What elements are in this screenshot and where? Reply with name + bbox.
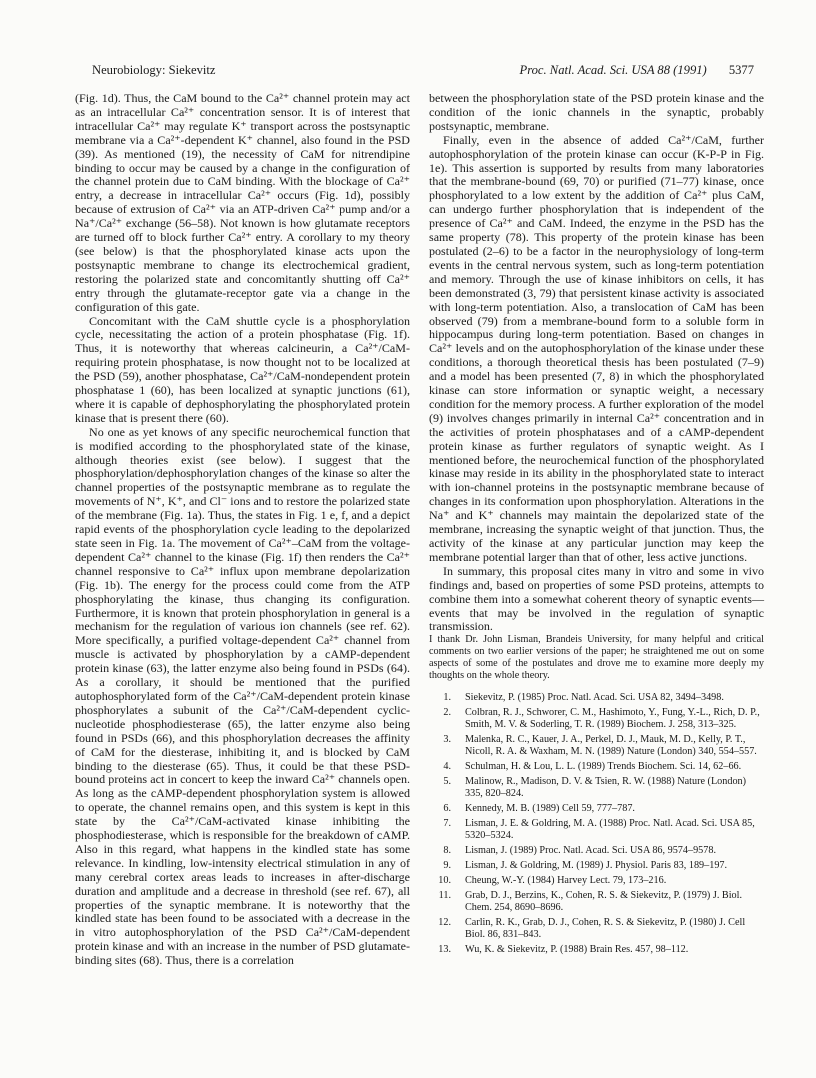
reference-text: Malinow, R., Madison, D. V. & Tsien, R. W. (1988) Nature (London) 335, 820–824. xyxy=(465,776,747,800)
reference-item xyxy=(429,776,764,800)
reference-text: Siekevitz, P. (1985) Proc. Natl. Acad. Sci. USA 82, 3494–3498. xyxy=(465,692,724,704)
section-author: Neurobiology: Siekevitz xyxy=(92,63,216,77)
running-head xyxy=(92,62,754,78)
reference-text: Lisman, J. E. & Goldring, M. A. (1988) Proc. Natl. Acad. Sci. USA 85, 5320–5324. xyxy=(465,818,755,842)
reference-number: 7. xyxy=(443,818,451,830)
reference-item xyxy=(429,845,764,857)
reference-number: 10. xyxy=(438,875,451,887)
reference-item xyxy=(429,761,764,773)
reference-number: 2. xyxy=(443,707,451,719)
reference-item xyxy=(429,917,764,941)
reference-text: Kennedy, M. B. (1989) Cell 59, 777–787. xyxy=(465,803,635,815)
reference-text: Malenka, R. C., Kauer, J. A., Perkel, D. J., Mauk, M. D., Kelly, P. T., Nicoll, R. A. & Waxham, M. N. (1989) Nature (London) 340, 554–557. xyxy=(465,734,757,758)
reference-text: Cheung, W.-Y. (1984) Harvey Lect. 79, 173–216. xyxy=(465,875,667,887)
reference-text: Lisman, J. & Goldring, M. (1989) J. Physiol. Paris 83, 189–197. xyxy=(465,860,728,872)
reference-text: Colbran, R. J., Schworer, C. M., Hashimoto, Y., Fung, Y.-L., Rich, D. P., Smith, M. V. & Soderling, T. R. (1989) Biochem. J. 258, 313–325. xyxy=(465,707,760,731)
reference-number: 13. xyxy=(438,944,451,956)
reference-text: Lisman, J. (1989) Proc. Natl. Acad. Sci. USA 86, 9574–9578. xyxy=(465,845,716,857)
reference-number: 3. xyxy=(443,734,451,746)
paragraph: In summary, this proposal cites many in vitro and some in vivo findings and, based on properties of some PSD proteins, attempts to combine them into a somewhat coherent theory of synaptic events—events that may be involved in the regulation of synaptic transmission. xyxy=(429,563,764,634)
reference-list xyxy=(429,692,764,956)
reference-number: 4. xyxy=(443,761,451,773)
reference-number: 1. xyxy=(443,692,451,704)
left-column xyxy=(75,92,410,968)
reference-number: 11. xyxy=(438,890,451,902)
reference-number: 5. xyxy=(443,776,451,788)
acknowledgment: I thank Dr. John Lisman, Brandeis University, for many helpful and critical comments on two earlier versions of the paper; he straightened me out on some aspects of some of the postulates and drove me to examine more deeply my thoughts on the whole theory. xyxy=(429,634,764,682)
reference-item xyxy=(429,890,764,914)
reference-text: Grab, D. J., Berzins, K., Cohen, R. S. & Siekevitz, P. (1979) J. Biol. Chem. 254, 8690–8696. xyxy=(465,890,743,914)
paragraph: No one as yet knows of any specific neurochemical function that is modified according to the phosphorylated state of the kinase, although theories exist (see below). I suggest that the phosphorylation/dephosphorylation changes of the kinase so alter the channel properties of the postsynaptic membrane as to regulate the movements of N⁺, K⁺, and Cl⁻ ions and to restore the polarized state of the membrane (Fig. 1a). Thus, the states in Fig. 1 e, f, and a depict rapid events of the phosphorylation cycle leading to the depolarized state seen in Fig. 1a. The movement of Ca²⁺–CaM from the voltage-dependent Ca²⁺ channel to the kinase (Fig. 1f) then renders the Ca²⁺ channel responsive to Ca²⁺ influx upon membrane depolarization (Fig. 1b). The energy for the process could come from the ATP phosphorylating the kinase, thus changing its configuration. Furthermore, it is known that protein phosphorylation in general is a mechanism for the regulation of various ion channels (see ref. 62). More specifically, a purified voltage-dependent Ca²⁺ channel from muscle is activated by phosphorylation by a cAMP-dependent protein kinase (63), the latter enzyme also being found in PSDs (64). As a corollary, it should be mentioned that the purified autophosphorylated form of the Ca²⁺/CaM-dependent protein kinase phosphorylates a subunit of the Ca²⁺/CaM-dependent cyclic-nucleotide phosphodiesterase (65), the latter enzyme also being found in PSDs (66), and this phosphorylation decreases the affinity of CaM for the diesterase, inhibiting it, and is blocked by CaM binding to the diesterase (65). Thus, it could be that these PSD-bound proteins act in concert to keep the inward Ca²⁺ channels open. As long as the cAMP-dependent phosphorylation system is allowed to operate, the channel remains open, and this system is kept in this state by the Ca²⁺/CaM-activated kinase inhibiting the phosphodiesterase, which is responsible for the breakdown of cAMP. Also in this regard, what happens in the kindled state has some relevance. In kindling, low-intensity electrical stimulation in any of many cerebral cortex areas leads to increases in after-discharge duration and amplitude and a decrease in threshold (see ref. 67), all properties of the synaptic membrane. It is noteworthy that the kindled state has been found to be associated with a decrease in the in vitro autophosphorylation of the PSD Ca²⁺/CaM-dependent protein kinase and with an increase in the number of PSD glutamate-binding sites (68). Thus, there is a correlation xyxy=(75,424,410,968)
reference-item xyxy=(429,875,764,887)
paragraph: Concomitant with the CaM shuttle cycle is a phosphorylation cycle, necessitating the action of a protein phosphatase (Fig. 1f). Thus, it is noteworthy that whereas calcineurin, a Ca²⁺/CaM-requiring protein phosphatase, is now thought not to be localized at the PSD (59), another phosphatase, Ca²⁺/CaM-nondependent protein phosphatase 1 (60), has been localized at synaptic junctions (61), where it is capable of dephosphorylating the phosphorylated protein kinase that is present there (60). xyxy=(75,313,410,425)
reference-item xyxy=(429,818,764,842)
reference-item xyxy=(429,734,764,758)
page-number: 5377 xyxy=(728,63,754,77)
paragraph: Finally, even in the absence of added Ca²⁺/CaM, further autophosphorylation of the protein kinase can occur (K-P-P in Fig. 1e). This assertion is supported by results from many laboratories that the membrane-bound (69, 70) or purified (71–77) kinase, once phosphorylated to a low extent by the addition of Ca²⁺ plus CaM, can undergo further phosphorylation that is independent of the presence of Ca²⁺ and CaM. Indeed, the enzyme in the PSD has the same property (78). This property of the protein kinase has been postulated (2–6) to be a factor in the neurophysiology of long-term events in the central nervous system, such as long-term potentiation and memory. Through the use of kinase inhibitors on cells, it has been demonstrated (3, 79) that persistent kinase activity is associated with long-term potentiation. Also, a translocation of CaM has been observed (79) from a membrane-bound form to a soluble form in hippocampus during long-term potentiation. Based on changes in Ca²⁺ levels and on the autophosphorylation of the kinase under these conditions, a thorough theoretical thesis has been postulated (7–9) and a model has been presented (7, 8) in which the phosphorylated kinase can store information or synaptic weight, a necessary condition for the memory process. A further exploration of the model (9) involves changes primarily in internal Ca²⁺ concentration and in the activities of protein phosphatases and of a cAMP-dependent protein kinase as further regulators of synaptic weight. As I mentioned before, the neurochemical function of the phosphorylated kinase may reside in its ability in the phosphorylated state to interact with ion-channel proteins in the postsynaptic membrane because of changes in its conformation upon phosphorylation. Alterations in the Na⁺ and K⁺ channels may maintain the depolarized state of the membrane, increasing the synaptic weight of that junction. Thus, the activity of the kinase at any particular junction may keep the membrane potential larger than that of other, less active junctions. xyxy=(429,132,764,564)
reference-number: 12. xyxy=(438,917,451,929)
reference-item xyxy=(429,944,764,956)
reference-item xyxy=(429,803,764,815)
paragraph: (Fig. 1d). Thus, the CaM bound to the Ca²⁺ channel protein may act as an intracellular Ca²⁺ concentration sensor. It is of interest that intracellular Ca²⁺ may regulate K⁺ transport across the postsynaptic membrane via a Ca²⁺-dependent K⁺ channel, also found in the PSD (39). As mentioned (19), the necessity of CaM for nitrendipine binding to occur may be caused by a change in the configuration of the channel protein due to CaM binding. With the blockage of Ca²⁺ entry, a decrease in intracellular Ca²⁺ occurs (Fig. 1d), possibly because of extrusion of Ca²⁺ via an ATP-driven Ca²⁺ pump and/or a Na⁺/Ca²⁺ exchange (56–58). Not known is how glutamate receptors are turned off to block further Ca²⁺ entry. A corollary to my theory (see below) is that the phosphorylated kinase acts upon the postsynaptic membrane to change its electrochemical gradient, restoring the polarized state and concomitantly shutting off Ca²⁺ entry through the glutamate-receptor gate via a change in the configuration of this gate. xyxy=(75,91,410,314)
reference-text: Carlin, R. K., Grab, D. J., Cohen, R. S. & Siekevitz, P. (1980) J. Cell Biol. 86, 831–843. xyxy=(465,917,746,941)
reference-number: 6. xyxy=(443,803,451,815)
reference-item xyxy=(429,860,764,872)
journal-citation xyxy=(520,62,755,78)
reference-item xyxy=(429,692,764,704)
paragraph: between the phosphorylation state of the PSD protein kinase and the condition of the ionic channels in the synaptic, probably postsynaptic, membrane. xyxy=(429,91,764,133)
reference-item xyxy=(429,707,764,731)
reference-text: Wu, K. & Siekevitz, P. (1988) Brain Res. 457, 98–112. xyxy=(465,944,689,956)
reference-number: 9. xyxy=(443,860,451,872)
reference-number: 8. xyxy=(443,845,451,857)
right-column xyxy=(429,92,764,968)
journal-name: Proc. Natl. Acad. Sci. USA 88 (1991) xyxy=(519,63,707,77)
reference-text: Schulman, H. & Lou, L. L. (1989) Trends Biochem. Sci. 14, 62–66. xyxy=(465,761,742,773)
